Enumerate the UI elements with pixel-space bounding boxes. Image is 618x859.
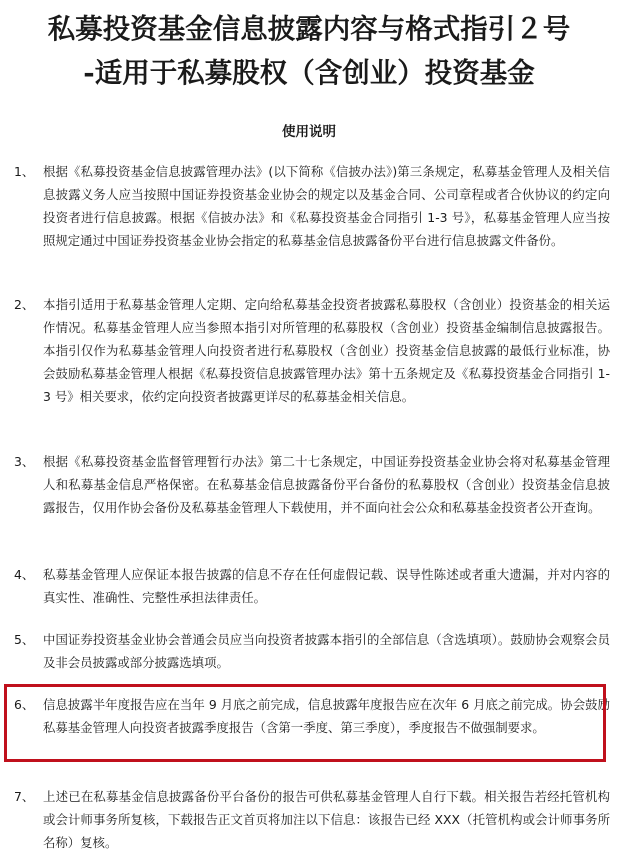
list-item bbox=[14, 160, 610, 252]
item-text: 上述已在私募基金信息披露备份平台备份的报告可供私募基金管理人自行下载。相关报告若经托管机构或会计师事务所复核，下载报告正文首页将加注以下信息：该报告已经 XXX（托管机构或会计师事务所名称）复核。 bbox=[43, 789, 610, 850]
item-number: 5、 bbox=[14, 632, 35, 647]
document-title-line1: 私募投资基金信息披露内容与格式指引２号 bbox=[47, 13, 571, 45]
item-text: 中国证券投资基金业协会普通会员应当向投资者披露本指引的全部信息（含选填项）。鼓励协会观察会员及非会员披露或部分披露选填项。 bbox=[43, 632, 610, 670]
item-text: 根据《私募投资基金信息披露管理办法》(以下简称《信披办法》)第三条规定，私募基金管理人及相关信息披露义务人应当按照中国证券投资基金业协会的规定以及基金合同、公司章程或者合伙协议的约定向投资者进行信息披露。根据《信披办法》和《私募投资基金合同指引 1-3 号》，私募基金管理人应当按照规定通过中国证券投资基金业协会指定的私募基金信息披露备份平台进行信息披露文件备份。 bbox=[43, 164, 610, 248]
item-number: 4、 bbox=[14, 567, 35, 582]
list-item bbox=[14, 450, 610, 519]
item-number: 3、 bbox=[14, 454, 35, 469]
item-text: 根据《私募投资基金监督管理暂行办法》第二十七条规定，中国证券投资基金业协会将对私募基金管理人和私募基金信息严格保密。在私募基金信息披露备份平台备份的私募股权（含创业）投资基金信息披露报告，仅用作协会备份及私募基金管理人下载使用，并不面向社会公众和私募基金投资者公开查询。 bbox=[43, 454, 610, 515]
item-number: 2、 bbox=[14, 297, 35, 312]
list-item bbox=[14, 293, 610, 408]
item-number: 7、 bbox=[14, 789, 35, 804]
red-highlight-box bbox=[4, 684, 606, 762]
item-text: 信息披露半年度报告应在当年 9 月底之前完成，信息披露年度报告应在次年 6 月底之前完成。协会鼓励私募基金管理人向投资者披露季度报告（含第一季度、第三季度），季度报告不做强制要求。 bbox=[43, 697, 610, 735]
list-item bbox=[14, 785, 610, 854]
document-title-line2: -适用于私募股权（含创业）投资基金 bbox=[83, 57, 535, 89]
list-item bbox=[14, 563, 610, 609]
list-item bbox=[14, 628, 610, 674]
item-number: 6、 bbox=[14, 697, 35, 712]
item-number: 1、 bbox=[14, 164, 35, 179]
item-text: 本指引适用于私募基金管理人定期、定向给私募基金投资者披露私募股权（含创业）投资基金的相关运作情况。私募基金管理人应当参照本指引对所管理的私募股权（含创业）投资基金编制信息披露报告。本指引仅作为私募基金管理人向投资者进行私募股权（含创业）投资基金信息披露的最低行业标准，协会鼓励私募基金管理人根据《私募投资信息披露管理办法》第十五条规定及《私募投资基金合同指引 1-3 号》相关要求，依约定向投资者披露更详尽的私募基金相关信息。 bbox=[43, 297, 610, 404]
item-text: 私募基金管理人应保证本报告披露的信息不存在任何虚假记载、误导性陈述或者重大遗漏，并对内容的真实性、准确性、完整性承担法律责任。 bbox=[43, 567, 610, 605]
usage-instructions-heading: 使用说明 bbox=[282, 124, 336, 140]
